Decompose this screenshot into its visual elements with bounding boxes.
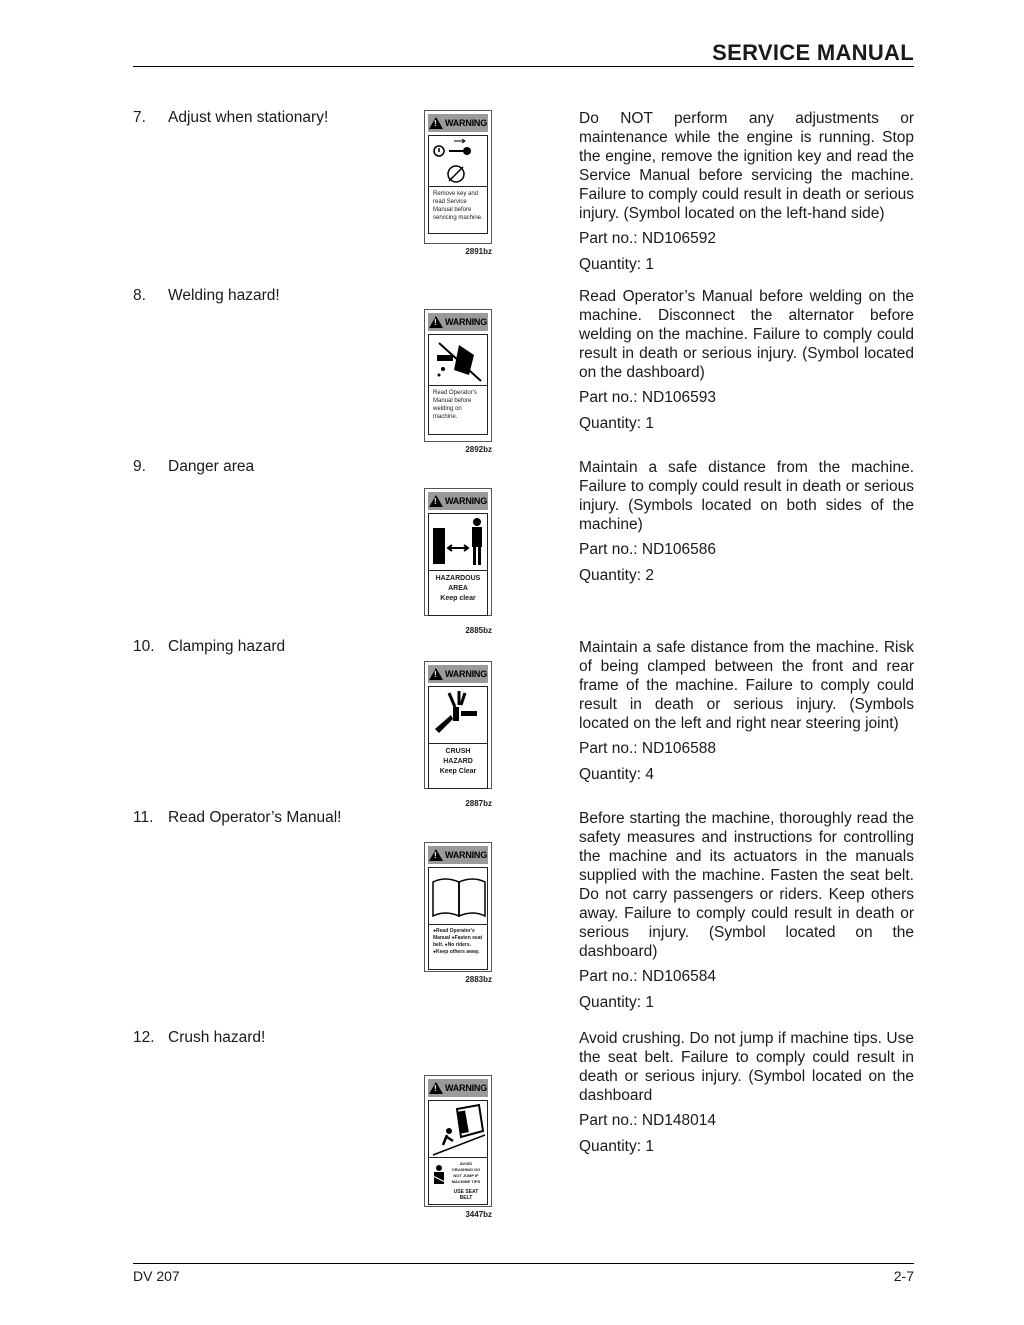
- warning-decal-header: ! WARNING: [428, 1079, 488, 1097]
- hazard-area-icon: [428, 513, 488, 571]
- header-divider: [133, 66, 914, 67]
- quantity: Quantity: 1: [579, 1138, 654, 1155]
- decal-text: ●Read Operator's Manual ●Fasten seat belt. ●No riders. ●Keep others away.: [428, 925, 488, 970]
- part-number: Part no.: ND106584: [579, 968, 717, 985]
- part-number: Part no.: ND106593: [579, 389, 717, 406]
- item-description: Before starting the machine, thoroughly read the safety measures and instructions for controlling the machine and its actuators in the manuals supplied with the machine. Fasten the seat belt. Do not carry passengers or riders. Keep others away. Failure to comply could result in death or serious injury. (Symbol located on the dashboard) Part no.: ND106584 Quantity: 1: [579, 810, 914, 1011]
- decal-text: CRUSH HAZARD Keep Clear: [428, 744, 488, 789]
- warning-decal: [424, 1075, 492, 1219]
- warning-decal: [424, 309, 492, 454]
- warning-decal-header: ! WARNING: [428, 313, 488, 331]
- item-description: Avoid crushing. Do not jump if machine tips. Use the seat belt. Failure to comply could result in death or serious injury. (Symbol located on the dashboard Part no.: ND148014 Quantity: 1: [579, 1030, 914, 1155]
- quantity: Quantity: 4: [579, 766, 654, 783]
- footer-divider: [133, 1263, 914, 1264]
- decal-code: 2883bz: [465, 975, 492, 984]
- part-number: Part no.: ND106592: [579, 230, 717, 247]
- footer-model: DV 207: [133, 1268, 180, 1284]
- warning-decal-header: ! WARNING: [428, 492, 488, 510]
- item-title: Crush hazard!: [168, 1029, 266, 1046]
- key-removal-icon: [428, 135, 488, 187]
- tipping-crush-icon: [428, 1100, 488, 1158]
- quantity: Quantity: 1: [579, 994, 654, 1011]
- warning-decal: [424, 110, 492, 256]
- item-title: Clamping hazard: [168, 638, 286, 655]
- item-number: 8.: [133, 287, 146, 304]
- item-description: Maintain a safe distance from the machine. Failure to comply could result in death or serious injury. (Symbols located on both sides of the machine) Part no.: ND106586 Quantity: 2: [579, 459, 914, 584]
- part-number: Part no.: ND148014: [579, 1112, 717, 1129]
- seat-belt-icon: [431, 1164, 447, 1190]
- decal-text: Remove key and read Service Manual before servicing machine.: [428, 187, 488, 234]
- item-title: Welding hazard!: [168, 287, 280, 304]
- item-description: Do NOT perform any adjustments or maintenance while the engine is running. Stop the engine, remove the ignition key and read the Service Manual before servicing the machine. Failure to comply could result in death or serious injury. (Symbol located on the left-hand side) Part no.: ND106592 Quantity: 1: [579, 110, 914, 273]
- decal-code: 2885bz: [465, 626, 492, 635]
- quantity: Quantity: 2: [579, 567, 654, 584]
- quantity: Quantity: 1: [579, 256, 654, 273]
- warning-decal-header: ! WARNING: [428, 114, 488, 132]
- crush-hazard-icon: [428, 686, 488, 744]
- item-number: 12.: [133, 1029, 155, 1046]
- item-title: Read Operator’s Manual!: [168, 809, 342, 826]
- item-description: Read Operator’s Manual before welding on the machine. Disconnect the alternator before welding on the machine. Failure to comply could result in death or serious injury. (Symbol located on the dashboard) Part no.: ND106593 Quantity: 1: [579, 288, 914, 432]
- decal-code: 2887bz: [465, 799, 492, 808]
- warning-decal-header: ! WARNING: [428, 846, 488, 864]
- decal-code: 3447bz: [465, 1210, 492, 1219]
- part-number: Part no.: ND106588: [579, 740, 717, 757]
- book-icon: [428, 867, 488, 925]
- decal-code: 2892bz: [465, 445, 492, 454]
- page-header-title: SERVICE MANUAL: [712, 40, 914, 65]
- warning-decal: [424, 842, 492, 984]
- welding-prohibited-icon: [428, 334, 488, 386]
- quantity: Quantity: 1: [579, 415, 654, 432]
- decal-text: Read Operator's Manual before welding on machine.: [428, 386, 488, 435]
- decal-code: 2891bz: [465, 247, 492, 256]
- footer-page-number: 2-7: [893, 1268, 914, 1284]
- item-number: 10.: [133, 638, 155, 655]
- item-title: Adjust when stationary!: [168, 109, 329, 126]
- part-number: Part no.: ND106586: [579, 541, 717, 558]
- warning-decal: [424, 661, 492, 808]
- item-number: 7.: [133, 109, 146, 126]
- decal-text: HAZARDOUS AREA Keep clear: [428, 571, 488, 616]
- decal-text: AVOID CRUSHING DO NOT JUMP IF MACHINE TIPS USE SEAT BELT: [428, 1158, 488, 1205]
- item-description: Maintain a safe distance from the machine. Risk of being clamped between the front and rear frame of the machine. Failure to comply could result in death or serious injury. (Symbols located on the left and right near steering joint) Part no.: ND106588 Quantity: 4: [579, 639, 914, 783]
- warning-decal-header: ! WARNING: [428, 665, 488, 683]
- warning-decal: [424, 488, 492, 635]
- item-number: 9.: [133, 458, 146, 475]
- item-number: 11.: [133, 809, 154, 826]
- item-title: Danger area: [168, 458, 255, 475]
